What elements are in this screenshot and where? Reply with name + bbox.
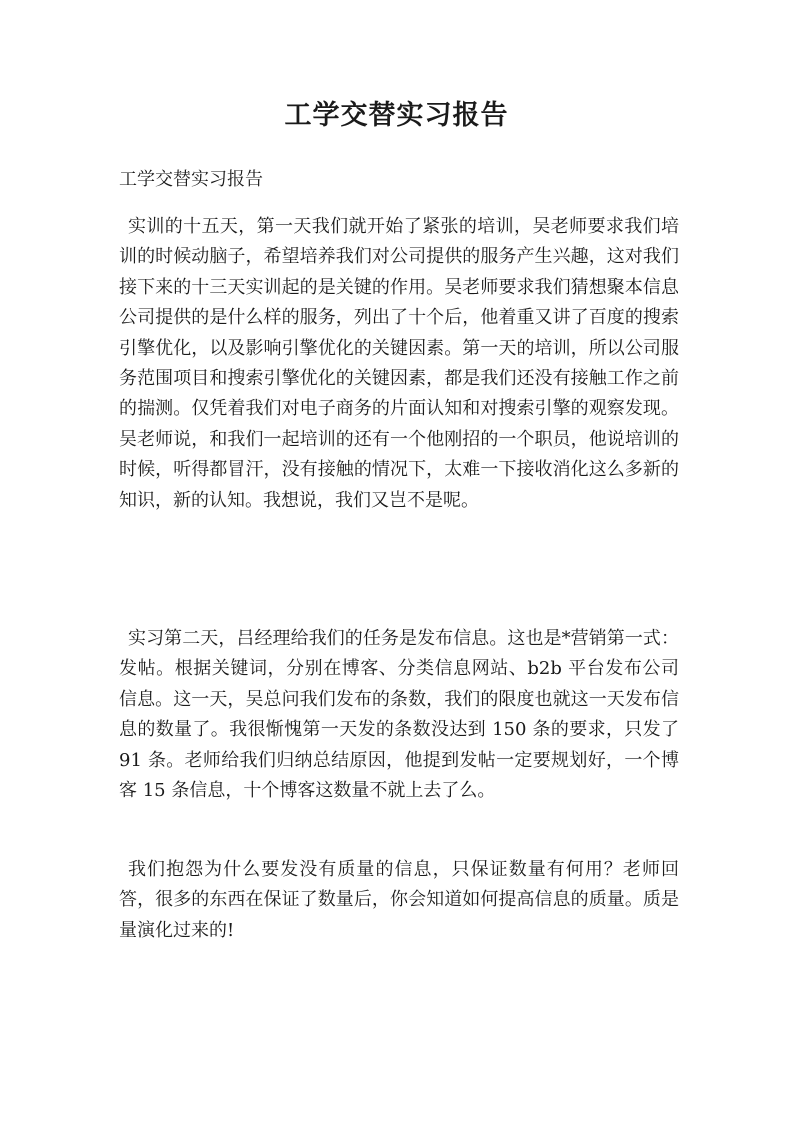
body-paragraph: 实训的十五天，第一天我们就开始了紧张的培训，吴老师要求我们培训的时候动脑子，希望培养我们对公司提供的服务产生兴趣，这对我们接下来的十三天实训起的是关键的作用。吴老师要求我们猜想聚本信息公司提供的是什么样的服务，列出了十个后，他着重又讲了百度的搜索引擎优化，以及影响引擎优化的关键因素。第一天的培训，所以公司服务范围项目和搜索引擎优化的关键因素，都是我们还没有接触工作之前的揣测。仅凭着我们对电子商务的片面认知和对搜索引擎的观察发现。吴老师说，和我们一起培训的还有一个他刚招的一个职员，他说培训的时候，听得都冒汗，没有接触的情况下，太难一下接收消化这么多新的知识，新的认知。我想说，我们又岂不是呢。 (119, 216, 679, 511)
body-paragraph: 实习第二天，吕经理给我们的任务是发布信息。这也是*营销第一式：发帖。根据关键词，分别在博客、分类信息网站、b2b 平台发布公司信息。这一天，吴总问我们发布的条数，我们的限度也就这一天发布信息的数量了。我很惭愧第一天发的条数没达到 150 条的要求，只发了 91 条。老师给我们归纳总结原因，他提到发帖一定要规划好，一个博客 15 条信息，十个博客这数量不就上去了么。 (119, 628, 679, 802)
document-title: 工学交替实习报告 (284, 100, 509, 131)
document-subtitle: 工学交替实习报告 (119, 169, 263, 190)
body-paragraph: 我们抱怨为什么要发没有质量的信息，只保证数量有何用？老师回答，很多的东西在保证了数量后，你会知道如何提高信息的质量。质是量演化过来的! (119, 859, 679, 941)
